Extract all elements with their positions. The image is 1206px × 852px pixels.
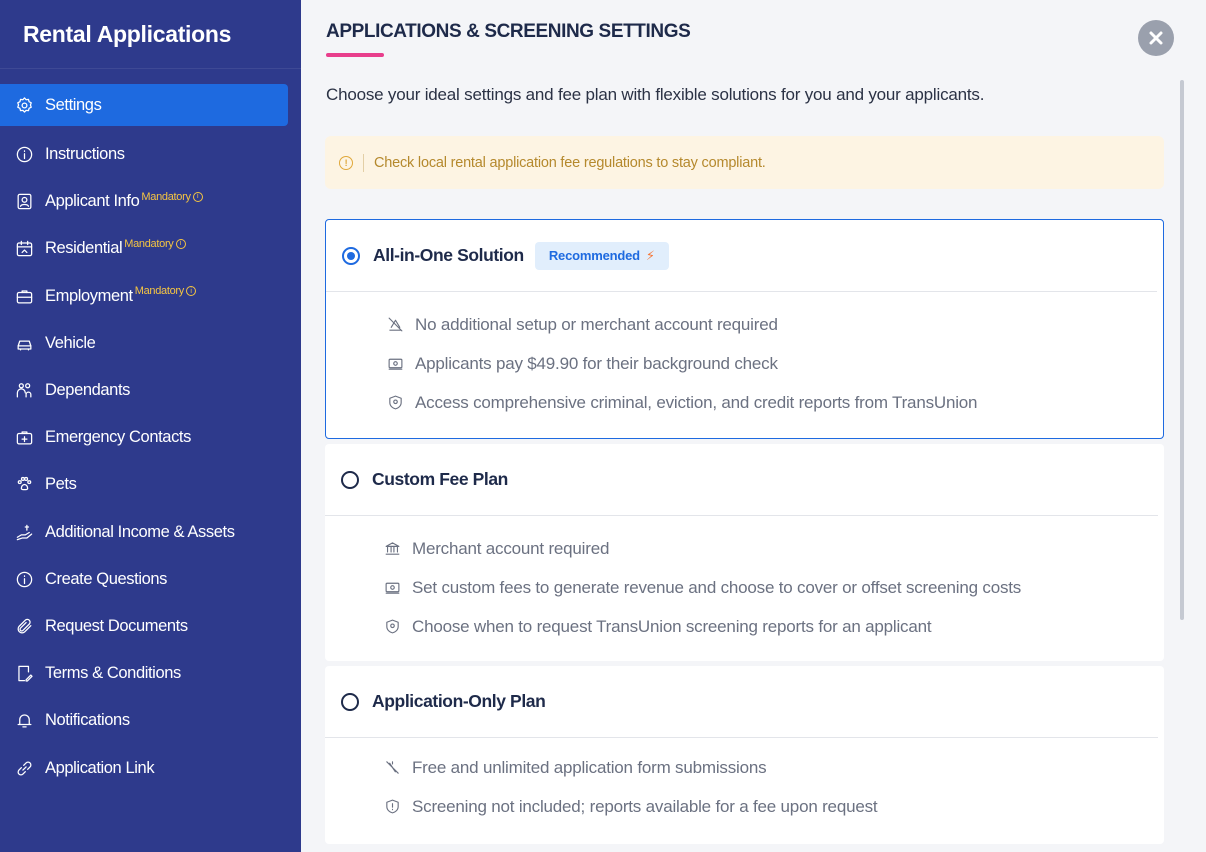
car-icon (14, 333, 34, 353)
info-icon: i (176, 239, 186, 249)
no-setup-icon (386, 316, 404, 334)
sidebar-item-label: Applicant Info (45, 192, 140, 211)
compliance-notice (325, 136, 1164, 189)
scrollbar[interactable] (1180, 80, 1184, 620)
money-icon (383, 579, 401, 597)
sidebar-item-label: Additional Income & Assets (45, 522, 235, 541)
page-title: APPLICATIONS & SCREENING SETTINGS (326, 21, 691, 42)
sidebar-title: Rental Applications (0, 0, 301, 69)
sidebar-item-label: Application Link (45, 758, 155, 777)
feature-item: Set custom fees to generate revenue and choose to cover or offset screening costs (383, 568, 1164, 607)
first-aid-icon (14, 428, 34, 448)
mandatory-tag: Mandatory i (141, 191, 202, 203)
feature-item: Merchant account required (383, 529, 1164, 568)
plan-card-custom-fee[interactable] (325, 444, 1164, 661)
money-icon (386, 355, 404, 373)
bank-icon (383, 540, 401, 558)
sidebar-item-label: Pets (45, 475, 77, 494)
sidebar-item-label: Residential (45, 239, 123, 258)
info-icon (14, 145, 34, 165)
sidebar-item-employment[interactable] (0, 273, 301, 320)
sidebar-item-terms[interactable] (0, 650, 301, 697)
shield-alert-icon (383, 798, 401, 816)
sidebar-item-instructions[interactable] (0, 131, 301, 178)
divider (363, 154, 364, 172)
sidebar-item-label: Vehicle (45, 333, 96, 352)
calendar-home-icon (14, 239, 34, 259)
sidebar-item-label: Emergency Contacts (45, 428, 191, 447)
plan-features (326, 292, 1163, 422)
feature-item: Access comprehensive criminal, eviction, and credit reports from TransUnion (386, 383, 1163, 422)
close-icon (1148, 30, 1164, 46)
sidebar-item-vehicle[interactable] (0, 320, 301, 367)
sidebar-item-request-documents[interactable] (0, 603, 301, 650)
paperclip-icon (14, 616, 34, 636)
document-sign-icon (14, 664, 34, 684)
mandatory-tag: Mandatory i (135, 285, 196, 297)
sidebar-item-label: Request Documents (45, 616, 188, 635)
plan-title: Custom Fee Plan (372, 469, 508, 489)
feature-item: Free and unlimited application form submissions (383, 748, 1164, 787)
info-icon: i (186, 286, 196, 296)
info-icon (14, 569, 34, 589)
sidebar-item-settings[interactable] (0, 84, 288, 126)
info-icon: i (193, 192, 203, 202)
hand-money-icon (14, 522, 34, 542)
sidebar-item-label: Dependants (45, 381, 130, 400)
sidebar-item-dependants[interactable] (0, 367, 301, 414)
plan-card-all-in-one[interactable] (325, 219, 1164, 439)
plan-header (326, 220, 1157, 292)
feature-item: Choose when to request TransUnion screening reports for an applicant (383, 607, 1164, 646)
sidebar-item-applicant-info[interactable] (0, 178, 301, 225)
shield-icon (383, 618, 401, 636)
sidebar-item-label: Create Questions (45, 569, 167, 588)
sidebar-item-label: Employment (45, 286, 133, 305)
sidebar-item-label: Settings (45, 95, 102, 114)
link-icon (14, 758, 34, 778)
sidebar-item-label: Terms & Conditions (45, 664, 181, 683)
feature-item: No additional setup or merchant account required (386, 305, 1163, 344)
main-panel (301, 0, 1206, 852)
sidebar-nav (0, 84, 301, 792)
sidebar-item-application-link[interactable] (0, 744, 301, 791)
plan-radio-application-only[interactable] (341, 693, 359, 711)
shield-icon (386, 394, 404, 412)
sidebar (0, 0, 301, 852)
page-subtitle: Choose your ideal settings and fee plan with flexible solutions for you and your applicants. (326, 85, 985, 104)
briefcase-icon (14, 286, 34, 306)
plan-header (325, 444, 1158, 516)
title-underline (326, 53, 384, 57)
gear-icon (14, 95, 34, 115)
sidebar-item-emergency-contacts[interactable] (0, 414, 301, 461)
recommended-badge: Recommended ⚡ (535, 242, 669, 270)
plan-features (325, 738, 1164, 826)
plan-header (325, 666, 1158, 738)
notice-text: Check local rental application fee regulations to stay compliant. (374, 154, 766, 171)
plan-card-application-only[interactable] (325, 666, 1164, 844)
close-button[interactable] (1138, 20, 1174, 56)
family-icon (14, 381, 34, 401)
sidebar-item-label: Notifications (45, 711, 130, 730)
plan-features (325, 516, 1164, 646)
plan-title: All-in-One Solution (373, 245, 524, 265)
paw-icon (14, 475, 34, 495)
warning-icon: ! (339, 156, 353, 170)
plan-title: Application-Only Plan (372, 691, 546, 711)
bell-icon (14, 711, 34, 731)
no-fee-icon (383, 759, 401, 777)
sidebar-item-create-questions[interactable] (0, 556, 301, 603)
sidebar-item-label: Instructions (45, 145, 125, 164)
sidebar-item-notifications[interactable] (0, 697, 301, 744)
plan-radio-all-in-one[interactable] (342, 247, 360, 265)
sidebar-item-additional-income[interactable] (0, 509, 301, 556)
plan-radio-custom-fee[interactable] (341, 471, 359, 489)
sidebar-item-residential[interactable] (0, 225, 301, 272)
sidebar-item-pets[interactable] (0, 461, 301, 508)
mandatory-tag: Mandatory i (124, 238, 185, 250)
feature-item: Screening not included; reports available for a fee upon request (383, 787, 1164, 826)
id-card-icon (14, 192, 34, 212)
feature-item: Applicants pay $49.90 for their background check (386, 344, 1163, 383)
lightning-icon: ⚡ (645, 247, 655, 263)
